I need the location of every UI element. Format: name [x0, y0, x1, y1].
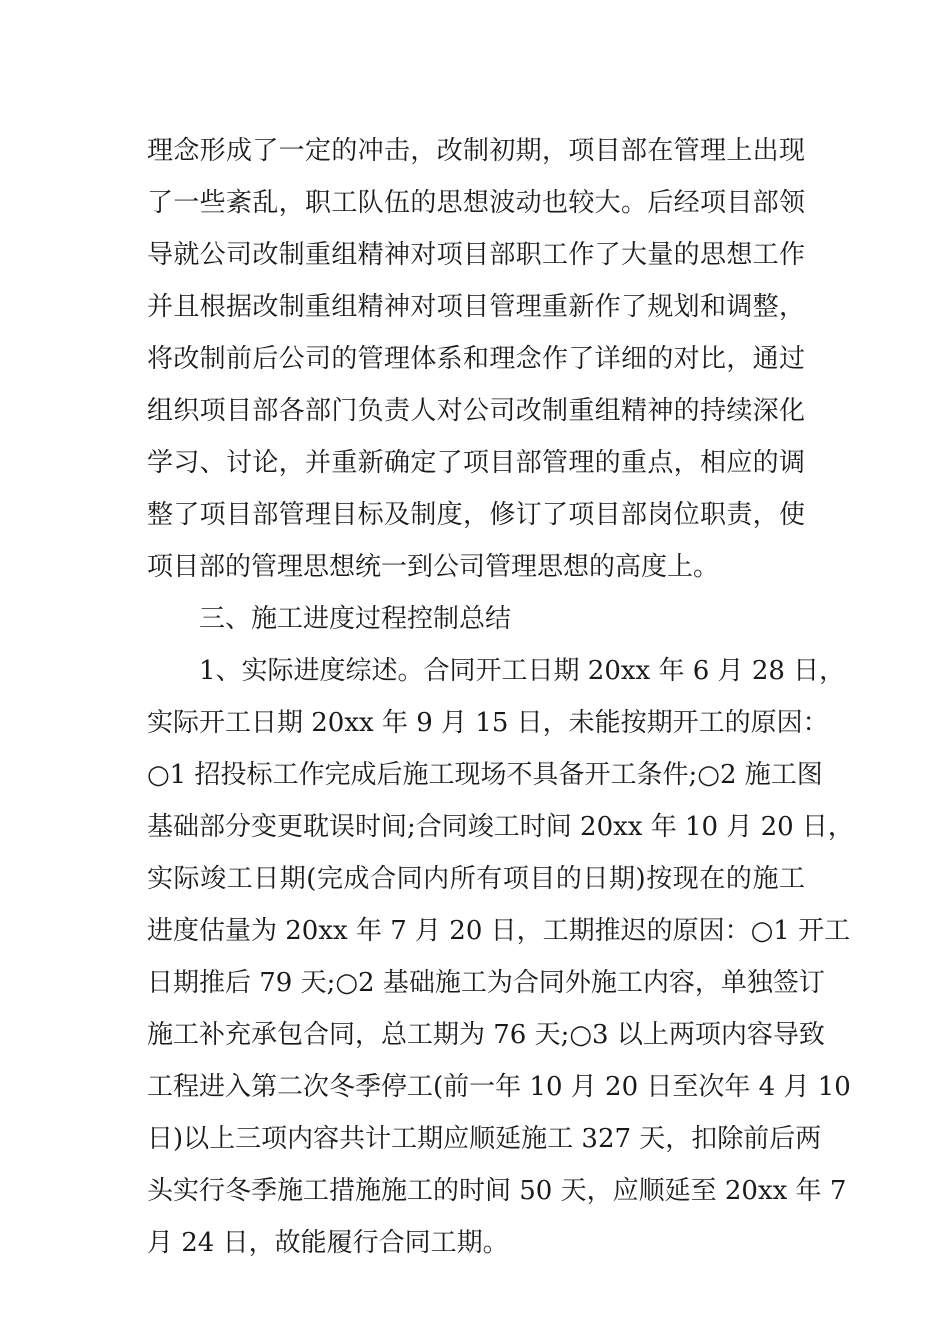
- paragraph-1-line: 并且根据改制重组精神对项目管理重新作了规划和调整，: [147, 292, 805, 322]
- paragraph-2-line: 1、实际进度综述。合同开工日期 20xx 年 6 月 28 日，: [199, 656, 846, 686]
- paragraph-2-line: 进度估量为 20xx 年 7 月 20 日，工期推迟的原因：○1 开工: [147, 916, 851, 946]
- paragraph-2-line: ○1 招投标工作完成后施工现场不具备开工条件;○2 施工图: [147, 760, 823, 790]
- paragraph-2-line: 施工补充承包合同，总工期为 76 天;○3 以上两项内容导致: [147, 1020, 825, 1050]
- paragraph-2-line: 工程进入第二次冬季停工(前一年 10 月 20 日至次年 4 月 10: [147, 1072, 851, 1102]
- paragraph-1-line: 导就公司改制重组精神对项目部职工作了大量的思想工作: [147, 240, 805, 270]
- paragraph-1-line: 理念形成了一定的冲击，改制初期，项目部在管理上出现: [147, 136, 805, 166]
- paragraph-2-line: 日)以上三项内容共计工期应顺延施工 327 天，扣除前后两: [147, 1124, 822, 1154]
- paragraph-2-line: 日期推后 79 天;○2 基础施工为合同外施工内容，单独签订: [147, 968, 825, 998]
- paragraph-1-line: 学习、讨论，并重新确定了项目部管理的重点，相应的调: [147, 448, 805, 478]
- paragraph-1-line: 组织项目部各部门负责人对公司改制重组精神的持续深化: [147, 396, 805, 426]
- paragraph-1-line: 将改制前后公司的管理体系和理念作了详细的对比，通过: [147, 344, 805, 374]
- paragraph-1-line: 了一些紊乱，职工队伍的思想波动也较大。后经项目部领: [147, 188, 805, 218]
- section-heading: 三、施工进度过程控制总结: [199, 604, 512, 634]
- paragraph-2-line: 月 24 日，故能履行合同工期。: [147, 1228, 509, 1258]
- paragraph-2-line: 头实行冬季施工措施施工的时间 50 天，应顺延至 20xx 年 7: [147, 1176, 847, 1206]
- paragraph-1-line: 项目部的管理思想统一到公司管理思想的高度上。: [147, 552, 720, 582]
- paragraph-2-line: 实际竣工日期(完成合同内所有项目的日期)按现在的施工: [147, 864, 805, 894]
- paragraph-2-line: 基础部分变更耽误时间;合同竣工时间 20xx 年 10 月 20 日，: [147, 812, 854, 842]
- paragraph-1-line: 整了项目部管理目标及制度，修订了项目部岗位职责，使: [147, 500, 805, 530]
- paragraph-2-line: 实际开工日期 20xx 年 9 月 15 日，未能按期开工的原因：: [147, 708, 829, 738]
